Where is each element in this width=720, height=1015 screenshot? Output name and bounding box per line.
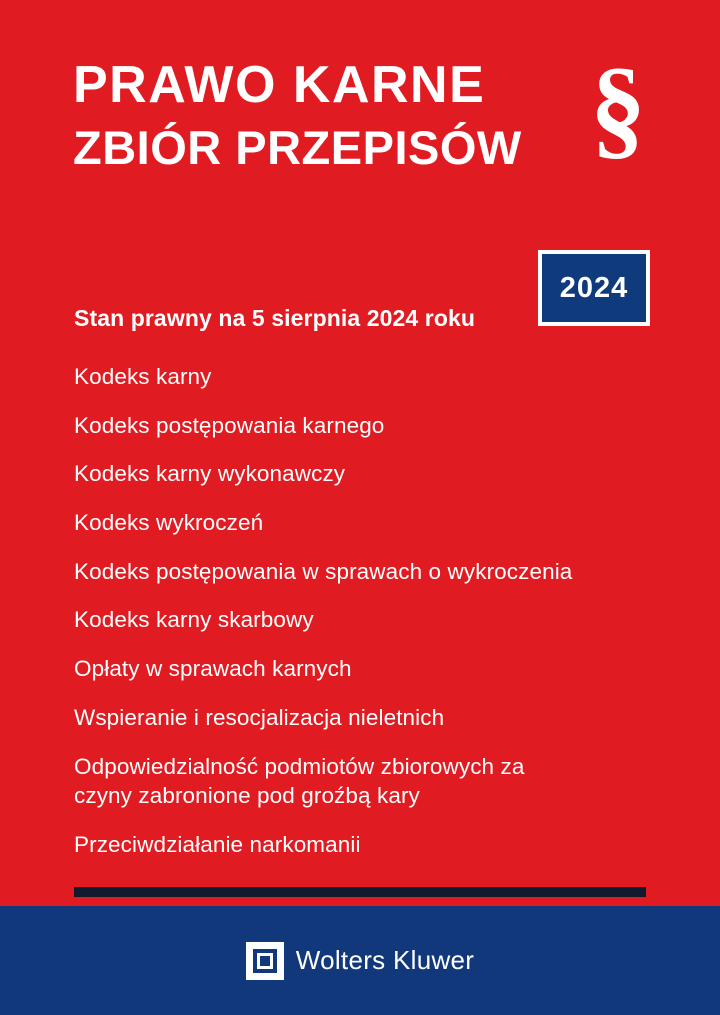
list-item: Kodeks wykroczeń — [74, 510, 264, 536]
acts-list — [74, 362, 574, 860]
list-item: Kodeks postępowania w sprawach o wykroczenia — [74, 558, 573, 584]
list-item: Wspieranie i resocjalizacja nieletnich — [74, 704, 445, 730]
book-title-line-1: PRAWO KARNE — [73, 56, 486, 114]
list-item: Odpowiedzialność podmiotów zbiorowych za czyny zabronione pod groźbą kary — [74, 753, 525, 809]
list-item: Opłaty w sprawach karnych — [74, 656, 352, 682]
publisher-footer — [0, 906, 720, 1015]
list-item: Kodeks karny skarbowy — [74, 607, 314, 633]
title-block — [73, 58, 543, 175]
list-item: Kodeks postępowania karnego — [74, 412, 385, 438]
year-badge — [538, 250, 650, 326]
list-item: Kodeks karny wykonawczy — [74, 461, 346, 487]
accent-divider — [74, 887, 646, 897]
publisher-name: Wolters Kluwer — [295, 945, 475, 975]
paragraph-section-icon: § — [590, 46, 646, 170]
year-badge-label: 2024 — [559, 271, 629, 304]
list-item: Kodeks karny — [74, 364, 212, 389]
legal-state-text: Stan prawny na 5 sierpnia 2024 roku — [74, 305, 476, 331]
wolters-kluwer-mark-icon — [246, 942, 284, 980]
publisher-logo — [246, 942, 475, 980]
list-item: Przeciwdziałanie narkomanii — [74, 831, 361, 857]
book-title-line-2: ZBIÓR PRZEPISÓW — [73, 120, 522, 174]
